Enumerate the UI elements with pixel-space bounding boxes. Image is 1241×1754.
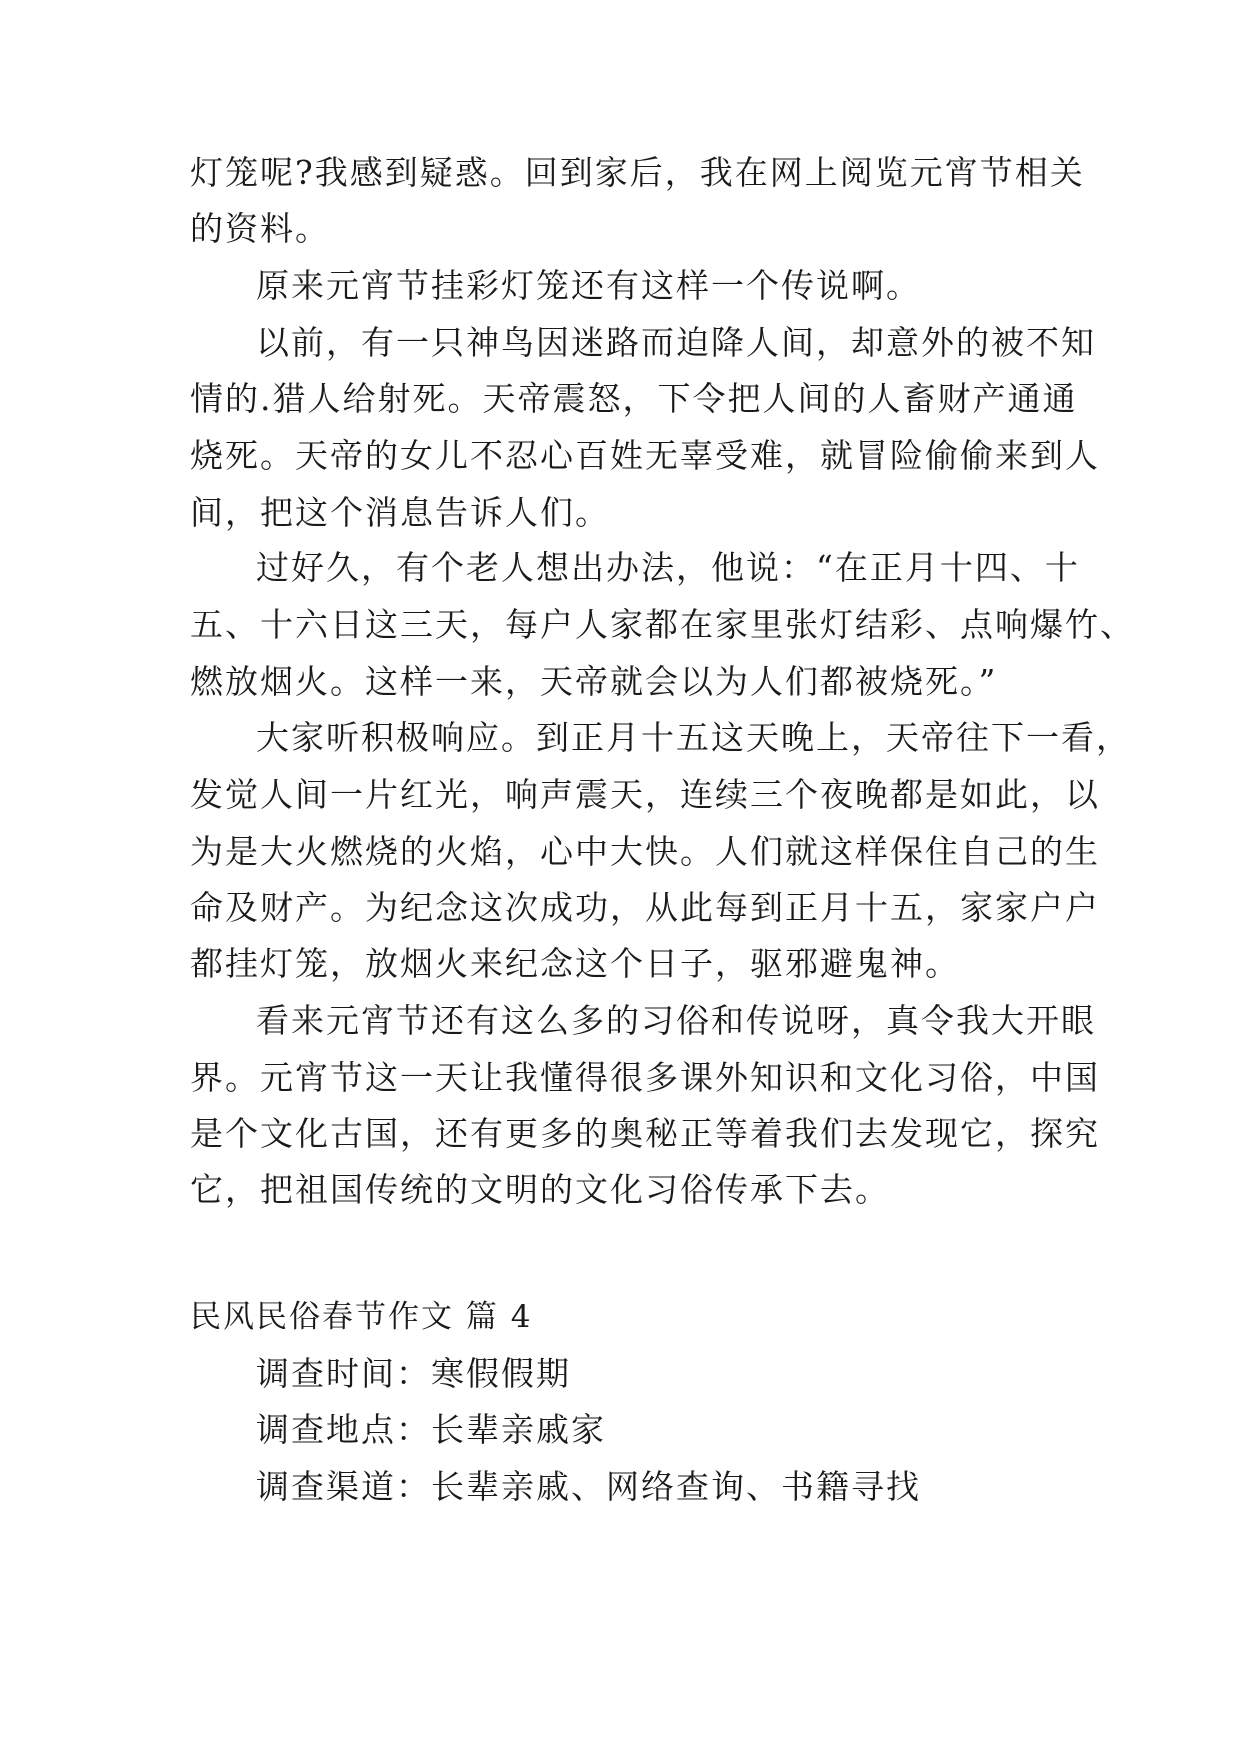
section-heading: 民风民俗春节作文 篇 4: [190, 1299, 533, 1335]
text-line: 间，把这个消息告诉人们。: [190, 493, 610, 532]
paragraph-line: 以前，有一只神鸟因迷路而迫降人间，却意外的被不知: [256, 323, 1096, 362]
text-line: 燃放烟火。这样一来，天帝就会以为人们都被烧死。”: [190, 662, 998, 701]
text-line: 五、十六日这三天，每户人家都在家里张灯结彩、点响爆竹、: [190, 605, 1135, 644]
text-line: 是个文化古国，还有更多的奥秘正等着我们去发现它，探究: [190, 1114, 1100, 1153]
text-line: 烧死。天帝的女儿不忍心百姓无辜受难，就冒险偷偷来到人: [190, 436, 1100, 475]
text-line: 命及财产。为纪念这次成功，从此每到正月十五，家家户户: [190, 888, 1100, 927]
text-line: 的资料。: [190, 209, 330, 248]
text-line: 都挂灯笼，放烟火来纪念这个日子，驱邪避鬼神。: [190, 944, 960, 983]
survey-item: 调查渠道：长辈亲戚、网络查询、书籍寻找: [256, 1467, 921, 1506]
text-line: 它，把祖国传统的文明的文化习俗传承下去。: [190, 1170, 890, 1209]
paragraph-line: 原来元宵节挂彩灯笼还有这样一个传说啊。: [256, 266, 921, 305]
survey-item: 调查时间：寒假假期: [256, 1354, 571, 1393]
text-line: 发觉人间一片红光，响声震天，连续三个夜晚都是如此，以: [190, 775, 1100, 814]
paragraph-line: 大家听积极响应。到正月十五这天晚上，天帝往下一看，: [256, 718, 1131, 757]
text-line: 情的.猎人给射死。天帝震怒，下令把人间的人畜财产通通: [190, 379, 1078, 418]
text-line: 界。元宵节这一天让我懂得很多课外知识和文化习俗，中国: [190, 1058, 1100, 1097]
text-line: 为是大火燃烧的火焰，心中大快。人们就这样保住自己的生: [190, 832, 1100, 871]
survey-item: 调查地点：长辈亲戚家: [256, 1410, 606, 1449]
paragraph-line: 过好久，有个老人想出办法，他说：“在正月十四、十: [256, 548, 1080, 587]
paragraph-line: 看来元宵节还有这么多的习俗和传说呀，真令我大开眼: [256, 1001, 1096, 1040]
text-line: 灯笼呢?我感到疑惑。回到家后，我在网上阅览元宵节相关: [190, 153, 1085, 192]
